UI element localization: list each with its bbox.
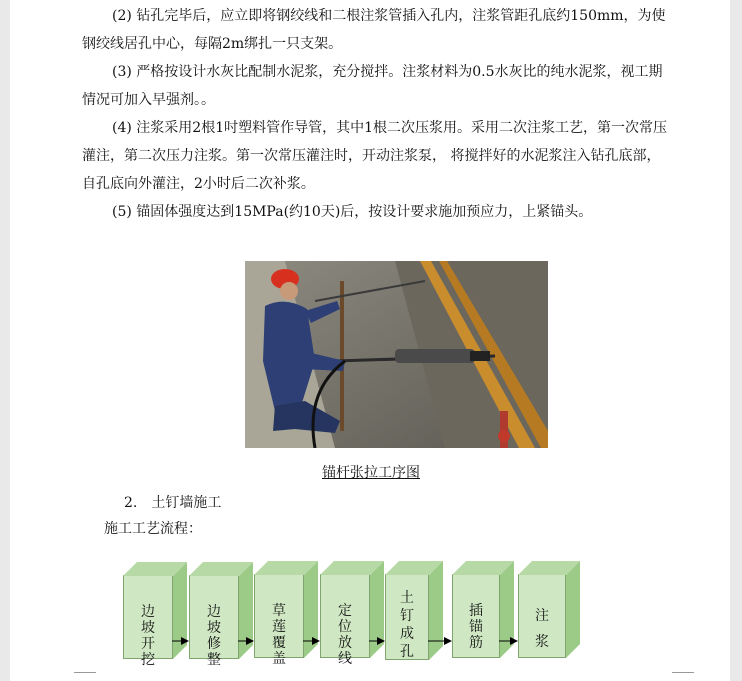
flow-step-1 [123,575,173,668]
section-number: 2. [124,495,138,511]
left-page-margin [0,0,10,681]
paragraph-step-4: (4) 注浆采用2根1吋塑料管作导管，其中1根二次压浆用。采用二次注浆工艺，第一次常压灌注，第二次压力注浆。第一次常压灌注时，开动注浆泵， 将搅拌好的水泥浆注入钻孔底部，自孔底向外灌注，2小时后二次补浆。 [82,120,668,192]
section-title: 土钉墙施工 [151,495,222,511]
flow-step-7 [518,574,566,658]
page-corner-mark-right [672,672,694,673]
flow-step-6 [452,574,500,658]
right-page-margin [730,0,742,681]
flow-step-label: 注浆 [535,608,549,650]
flow-step-label: 插锚筋 [469,603,483,651]
flow-step-label: 边坡修整 [207,604,221,668]
flow-step-label: 土钉成孔 [400,590,414,660]
page-corner-mark-left [74,672,96,673]
worker-tensioning-anchor-photo [245,261,548,448]
flow-step-label: 定位放线 [338,603,352,667]
paragraph-step-2: (2) 钻孔完毕后，应立即将钢绞线和二根注浆管插入孔内，注浆管距孔底约150mm，为使钢绞线居孔中心，每隔2m绑扎一只支架。 [82,8,666,52]
paragraph-step-5: (5) 锚固体强度达到15MPa(约10天)后，按设计要求施加预应力，上紧锚头。 [112,204,593,220]
flow-step-label: 边坡开挖 [141,604,155,668]
section-heading [124,492,221,512]
flow-subtitle: 施工工艺流程： [104,521,202,537]
paragraph-step-3: (3) 严格按设计水灰比配制水泥浆，充分搅拌。注浆材料为0.5水灰比的纯水泥浆，视工期情况可加入早强剂。。 [82,64,663,108]
flow-step-2 [189,575,239,668]
flow-step-5 [385,574,429,660]
figure-caption: 锚杆张拉工序图 [322,465,420,481]
flow-step-3 [254,574,304,667]
photo-illustration [245,261,548,448]
flow-step-4 [320,574,370,667]
flow-step-label: 草莲覆盖 [272,603,286,667]
